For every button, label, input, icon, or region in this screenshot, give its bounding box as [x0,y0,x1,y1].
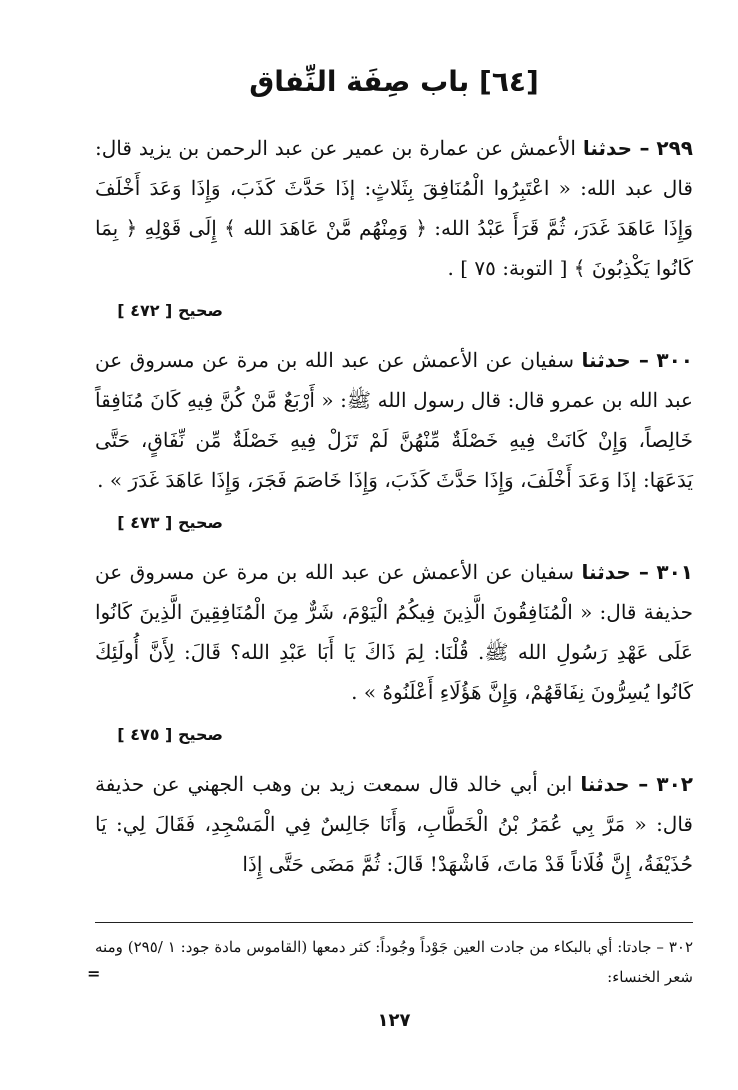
hadith-number: ٣٠٠ [656,348,693,372]
hadith-300 [95,340,693,500]
hadith-301 [95,552,693,712]
hadith-number: ٣٠٢ [656,772,694,796]
hadith-text: سفيان عن الأعمش عن عبد الله بن مرة عن مسروق عن عبد الله بن عمرو قال: قال رسول الله ﷺ: « أَرْبَعٌ مَّنْ كُنَّ فِيهِ كَانَ مُنَافِقاً خَالِصاً، وَإِنْ كَانَتْ فِيهِ خَصْلَةٌ مِّنْهُنَّ لَمْ تَزَلْ فِيهِ خَصْلَةٌ مِّن نِّفَاقٍ، حَتَّى يَدَعَهَا: إذَا وَعَدَ أَخْلَفَ، وَإِذَا حَدَّثَ كَذَبَ، وَإِذَا خَاصَمَ فَجَرَ، وَإِذَا عَاهَدَ غَدَرَ » . [95,348,693,492]
hadith-lead: – حدثنا [581,560,649,584]
page-number: ١٢٧ [377,1010,411,1031]
hadith-grade: صحيح [ ٤٧٢ ] [117,301,223,320]
chapter-title: [٦٤] باب صِفَة النِّفاق [249,65,539,98]
hadith-number: ٢٩٩ [656,136,693,160]
footnote: ٣٠٢ – جادتا: أي بالبكاء من جادت العين جَوْداً وجُوداً: كثر دمعها (القاموس مادة جود: ١ /٢٩٥) ومنه شعر الخنساء: [95,938,693,986]
hadith-grade: صحيح [ ٤٧٣ ] [117,513,223,532]
book-page [87,60,694,1070]
hadith-lead: – حدثنا [581,348,649,372]
hadith-299 [95,128,693,288]
hadith-number: ٣٠١ [656,560,693,584]
footnote-divider [95,922,693,923]
hadith-text: ابن أبي خالد قال سمعت زيد بن وهب الجهني عن حذيفة قال: « مَرَّ بِي عُمَرُ بْنُ الْخَطَّابِ، وَأَنَا جَالِسٌ فِي الْمَسْجِدِ، فَقَالَ لِي: يَا حُذَيْفَةُ، إِنَّ فُلَاناً قَدْ مَاتَ، فَاشْهَدْ! قَالَ: ثُمَّ مَضَى حَتَّى إِذَا [95,772,693,876]
hadith-lead: – حدثنا [582,136,650,160]
hadith-text: الأعمش عن عمارة بن عمير عن عبد الرحمن بن يزيد قال: قال عبد الله: « اعْتَبِرُوا الْمُنَافِقَ بِثَلاثٍ: إذَا حَدَّثَ كَذَبَ، وَإِذَا وَعَدَ أَخْلَفَ وَإِذَا عَاهَدَ غَدَرَ، ثُمَّ قَرَأَ عَبْدُ الله: ﴿ وَمِنْهُم مَّنْ عَاهَدَ الله ﴾ إِلَى قَوْلِهِ ﴿ بِمَا كَانُوا يَكْذِبُونَ ﴾ [ التوبة: ٧٥ ] . [95,136,693,280]
hadith-lead: – حدثنا [580,772,649,796]
hadith-302 [95,764,693,884]
continuation-mark: = [87,964,101,983]
hadith-grade: صحيح [ ٤٧٥ ] [117,725,223,744]
hadith-text: سفيان عن الأعمش عن عبد الله بن مرة عن مسروق عن حذيفة قال: « الْمُنَافِقُونَ الَّذِينَ فِيكُمُ الْيَوْمَ، شَرٌّ مِنَ الْمُنَافِقِينَ الَّذِينَ كَانُوا عَلَى عَهْدِ رَسُولِ الله ﷺ. قُلْنَا: لِمَ ذَاكَ يَا أَبَا عَبْدِ الله؟ قَالَ: لِأَنَّ أُولَئِكَ كَانُوا يُسِرُّونَ نِفَاقَهُمْ، وَإِنَّ هَؤُلَاءِ أَعْلَنُوهُ » . [95,560,693,704]
